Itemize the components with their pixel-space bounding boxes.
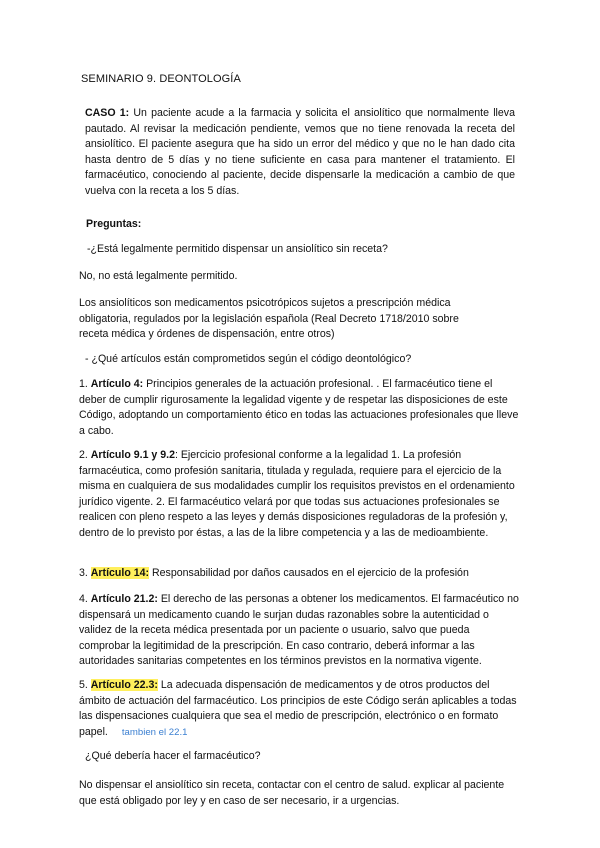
article-title: Artículo 21.2:: [90, 593, 158, 605]
article-item-2: 2. Artículo 9.1 y 9.2: Ejercicio profesional conforme a la legalidad 1. La profesión farmacéutica, como profesión sanitaria, titulada y regulada, requiere para el ejercicio de la misma en cualquiera de sus modalidades cumplir los requisitos previstos en el ordenamiento jurídico vigente. 2. El farmacéutico velará por que todas sus actuaciones profesionales se realicen con pleno respeto a las leyes y demás disposiciones reguladoras de la profesión y, dentro de lo previsto por éstas, a las de la libre competencia y a las de medioambiente.: [79, 449, 515, 539]
article-title-highlighted: Artículo 22.3:: [90, 679, 158, 691]
answer-3: No dispensar el ansiolítico sin receta, contactar con el centro de salud. explicar al paciente que está obligado por ley y en caso de ser necesario, ir a urgencias.: [79, 779, 505, 807]
article-item-1: 1. Artículo 4: Principios generales de la actuación profesional. . El farmacéutico tiene el deber de cumplir rigurosamente la legalidad vigente y de respetar las disposiciones de este Código, adoptando un comportamiento ético en todas las actuaciones profesionales que lleve a cabo.: [79, 378, 519, 437]
margin-comment: tambien el 22.1: [121, 726, 188, 738]
article-title-highlighted: Artículo 14:: [90, 567, 150, 579]
question-3: ¿Qué debería hacer el farmacéutico?: [85, 750, 261, 762]
case-paragraph: CASO 1: Un paciente acude a la farmacia y solicita el ansiolítico que normalmente lleva pautado. Al revisar la medicación pendiente, vemos que no tiene renovada la receta del ansiolítico. El paciente asegura que ha sido un error del médico y que no le han dado cita hasta dentro de 5 días y no tiene suficiente en casa para mantener el tratamiento. El farmacéutico, conociendo al paciente, decide dispensarle la medicación a cambio de que vuelva con la receta a los 5 días.: [85, 107, 515, 197]
questions-heading: Preguntas:: [86, 218, 142, 230]
article-item-5: 5. Artículo 22.3: La adecuada dispensación de medicamentos y de otros productos del ámbito de actuación del farmacéutico. Los principios de este Código serán aplicables a todas las dispensaciones cualquiera que sea el medio de prescripción, electrónico o en formato papel. tambien el 22.1: [79, 679, 517, 738]
article-item-4: 4. Artículo 21.2: El derecho de las personas a obtener los medicamentos. El farmacéutico no dispensará un medicamento cuando le surjan dudas razonables sobre la autenticidad o validez de la receta médica presentada por un paciente o usuario, salvo que pueda comprobar la legitimidad de la prescripción. En caso contrario, deberá informar a las autoridades sanitarias competentes en los términos previstos en la normativa vigente.: [79, 593, 519, 668]
article-title: Artículo 9.1 y 9.2: [90, 449, 175, 461]
article-title: Artículo 4:: [90, 378, 144, 390]
page-title: SEMINARIO 9. DEONTOLOGÍA: [81, 73, 241, 85]
explanation-paragraph: Los ansiolíticos son medicamentos psicotrópicos sujetos a prescripción médica obligatoria, regulados por la legislación española (Real Decreto 1718/2010 sobre receta médica y órdenes de dispensación, entre otros): [79, 297, 459, 341]
article-item-3: 3. Artículo 14: Responsabilidad por daños causados en el ejercicio de la profesión: [79, 567, 469, 579]
case-label: CASO 1:: [85, 107, 130, 119]
question-1: -¿Está legalmente permitido dispensar un ansiolítico sin receta?: [87, 243, 388, 255]
question-2: - ¿Qué artículos están comprometidos según el código deontológico?: [85, 353, 412, 365]
answer-1: No, no está legalmente permitido.: [79, 270, 238, 282]
